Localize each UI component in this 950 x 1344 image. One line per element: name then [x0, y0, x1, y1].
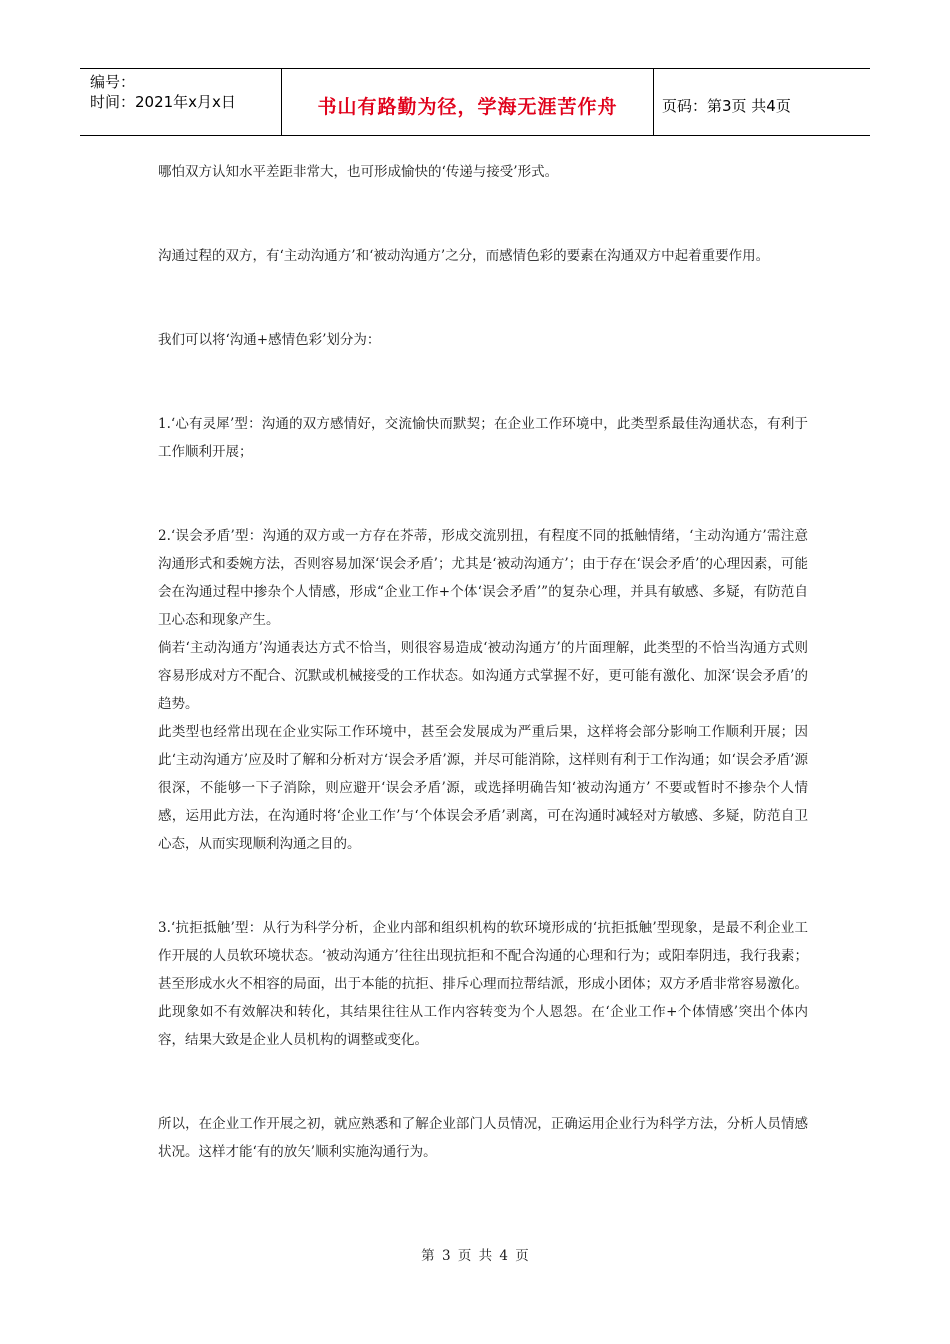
- header-info-cell: [80, 69, 282, 135]
- paragraph: 哪怕双方认知水平差距非常大，也可形成愉快的‘传递与接受’形式。: [158, 164, 559, 180]
- paragraph: 所以，在企业工作开展之初，就应熟悉和了解企业部门人员情况，正确运用企业行为科学方法，分析人员情感状况。这样才能‘有的放矢’顺利实施沟通行为。: [158, 1116, 808, 1160]
- footer-page-number: 第 3 页 共 4 页: [421, 1248, 529, 1264]
- page-code: 页码：第3页 共4页: [662, 96, 791, 115]
- paragraph: 此类型也经常出现在企业实际工作环境中，甚至会发展成为严重后果，这样将会部分影响工作顺利开展；因此‘主动沟通方’应及时了解和分析对方‘误会矛盾’源，并尽可能消除，这样则有利于工作沟通；如‘误会矛盾’源很深，不能够一下子消除，则应避开‘误会矛盾’源，或选择明确告知‘被动沟通方’ 不要或暂时不掺杂个人情感，运用此方法，在沟通时将‘企业工作’与‘个体误会矛盾’剥离，可在沟通时减轻对方敏感、多疑，防范自卫心态，从而实现顺利沟通之目的。: [158, 724, 808, 852]
- paragraph: 3.‘抗拒抵触’型：从行为科学分析，企业内部和组织机构的软环境形成的‘抗拒抵触’型现象，是最不利企业工作开展的人员软环境状态。‘被动沟通方’往往出现抗拒和不配合沟通的心理和行为；或阳奉阴违，我行我素；甚至形成水火不相容的局面，出于本能的抗拒、排斥心理而拉帮结派，形成小团体；双方矛盾非常容易激化。此现象如不有效解决和转化，其结果往往从工作内容转变为个人恩怨。在‘企业工作+个体情感’突出个体内容，结果大致是企业人员机构的调整或变化。: [158, 920, 808, 1048]
- page-header: [80, 68, 870, 136]
- time-label: 时间：2021年x月x日: [90, 93, 236, 111]
- header-motto-cell: [282, 69, 654, 135]
- paragraph: 1.‘心有灵犀’型：沟通的双方感情好，交流愉快而默契；在企业工作环境中，此类型系最佳沟通状态，有利于工作顺利开展；: [158, 416, 808, 460]
- paragraph: 沟通过程的双方，有‘主动沟通方’和‘被动沟通方’之分，而感情色彩的要素在沟通双方中起着重要作用。: [158, 248, 770, 264]
- paragraph: 2.‘误会矛盾’型：沟通的双方或一方存在芥蒂，形成交流别扭，有程度不同的抵触情绪，‘主动沟通方’需注意沟通形式和委婉方法，否则容易加深‘误会矛盾’；尤其是‘被动沟通方’；由于存在‘误会矛盾’的心理因素，可能会在沟通过程中掺杂个人情感，形成“企业工作+个体‘误会矛盾’”的复杂心理，并具有敏感、多疑，有防范自卫心态和现象产生。: [158, 528, 808, 628]
- page-footer: [0, 1244, 950, 1264]
- motto-text: 书山有路勤为径，学海无涯苦作舟: [317, 95, 618, 118]
- header-page-cell: [654, 75, 870, 135]
- paragraph: 我们可以将‘沟通+感情色彩’划分为：: [158, 332, 381, 348]
- number-label: 编号：: [90, 73, 136, 91]
- paragraph: 倘若‘主动沟通方’沟通表达方式不恰当，则很容易造成‘被动沟通方’的片面理解，此类型的不恰当沟通方式则容易形成对方不配合、沉默或机械接受的工作状态。如沟通方式掌握不好，更可能有激化、加深‘误会矛盾’的趋势。: [158, 640, 808, 712]
- document-body: [158, 158, 808, 1166]
